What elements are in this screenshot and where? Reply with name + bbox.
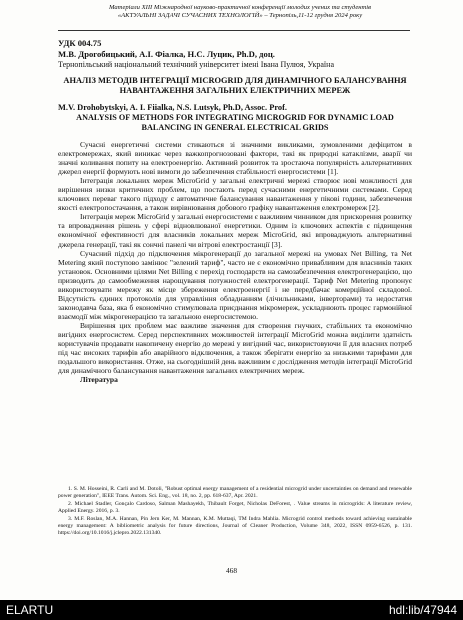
conference-header <box>60 4 420 20</box>
paragraph: Інтеграція мереж MicroGrid у загальні енергосистеми є важливим чинником для прискорення розвитку та впровадження рішень у сфері відновлюваної енергетики. Одним із ключових аспектів є підвищення економічної ефективності для власників локальних мереж MicroGrid, які впроваджують альтернативні джерела генерації, такі як сончні панелі чи вітрові електростанції [3]. <box>58 212 412 249</box>
header-line-2: «АКТУАЛЬНІ ЗАДАЧІ СУЧАСНИХ ТЕХНОЛОГІЙ» – Тернопіль,11-12 грудня 2024 року <box>117 12 363 19</box>
reference-item: 2. Michael Stadler, Gonçalo Cardoso, Salman Mashayekh, Thibault Forget, Nicholas DeForest, . Value streams in microgrids: A literature review, Applied Energy. 2016, p. 3. <box>58 501 412 514</box>
paragraph: Сучасні енергетичні системи стикаються зі значними викликами, зумовленими дефіцитом в електромережах, який виникає через важкопрогнозовані фактори, такі як природні катаклізми, аварії чи значні коливання попиту на електроенергію. Активний розвиток та зростаюча популярність альтернативних джерел енергії формують нові вимоги до забезпечення стабільності енергосистеми [1]. <box>58 140 412 177</box>
footer-handle: hdl:lib/47944 <box>388 603 457 617</box>
affiliation: Тернопільський національний технічний університет імені Івана Пулюя, Україна <box>58 60 334 69</box>
authors-en: M.V. Drohobytskyi, A. I. Fiialka, N.S. Lutsyk, Ph.D, Assoc. Prof. <box>58 103 287 112</box>
paragraph: Вирішення цих проблем має важливе значення для створення гнучких, стабільних та економічно вигідних енергосистем. Серед перспективних можливостей інтеграції MicroGrid можна виділити здатність користувачів продавати накопичену енергію до мережі у вигідний час, використовуючи її для власних потреб під час високих тарифів або аварійного відключення, а також зберігати енергію за низькими тарифами для подальшого використання. Отже, на сьогоднішній день важливим є дослідження методів інтеграції MicroGrid для динамічного балансування навантаження загальних електричних мереж. <box>58 320 412 376</box>
paragraph: Інтеграція локальних мереж MicroGrid у загальні електричні мережі створює нові можливості для вирішення низки критичних проблем, що постають перед сучасними енергетичними системами. Серед ключових переваг такого підходу є автоматичне балансування навантаження у пікові години, забезпечення якості електропостачання, а також вирівнювання добового графіку навантаження електромереж [2]. <box>58 176 412 213</box>
article-body <box>58 140 412 384</box>
literature-heading: Література <box>80 375 118 385</box>
header-divider <box>58 30 410 31</box>
references-list <box>58 486 412 538</box>
reference-item: 1. S. M. Hosseini, R. Carli and M. Dotoli, "Robust optimal energy management of a residential microgrid under uncertainties on demand and renewable power generation", IEEE Trans. Autom. Sci. Eng., vol. 18, no. 2, pp. 618-637, Apr. 2021. <box>58 486 412 499</box>
page-number: 468 <box>225 566 238 575</box>
title-ua: АНАЛІЗ МЕТОДІВ ІНТЕГРАЦІЇ MICROGRID ДЛЯ ДИНАМІЧНОГО БАЛАНСУВАННЯ НАВАНТАЖЕННЯ ЗАГАЛЬНИХ ЕЛЕКТРИЧНИХ МЕРЕЖ <box>63 76 407 95</box>
footer-repository-name: ELARTU <box>6 603 54 617</box>
title-en: ANALYSIS OF METHODS FOR INTEGRATING MICROGRID FOR DYNAMIC LOAD BALANCING IN GENERAL ELECTRICAL GRIDS <box>76 113 394 132</box>
paragraph: Сучасний підхід до підключення мікрогенерації до загальної мережі на умовах Net Billing, та Net Metering який поступово замінює "зелений тариф", часто не є економічно привабливим для власників таких установок. Основними цілями Net Billing є перехід господарств на самозабезпечення електрогенерацією, що призводить до самообмеження нарощування потужностей електрогенерації. Тариф Net Metering пропонує використовувати мережу як місце збереження електроенергії і не передбачає комерційної складової. Відсутність єдиних протоколів для управління обладнанням (лічильниками, інверторами) та недостатня законодавча база, яка б економічно стимулювала приєднання мікромереж, ускладнюють процес гармонійної взаємодії між мікрогенерацією та загальною енергосистемою. <box>58 248 412 321</box>
authors-ua: М.В. Дрогобицький, А.І. Фіалка, Н.С. Луцик, Ph.D, доц. <box>58 49 275 59</box>
footer-bar <box>0 600 463 620</box>
reference-item: 3. M.F. Roslan, M.A. Hannan, Pin Jern Ker, M. Mannan, K.M. Muttaqi, TM Indra Mahlia. Microgrid control methods toward achieving sustainable energy management: A bibliometric analysis for future directions, Journal of Cleaner Production, Volume 348, 2022, ISSN 0959-6526, p. 131. https://doi.org/10.1016/j.jclepro.2022.131340. <box>58 516 412 536</box>
udc-code: УДК 004.75 <box>58 38 102 48</box>
header-line-1: Матеріали XIII Міжнародної науково-практичної конференції молодих учених та студентів <box>108 4 371 11</box>
